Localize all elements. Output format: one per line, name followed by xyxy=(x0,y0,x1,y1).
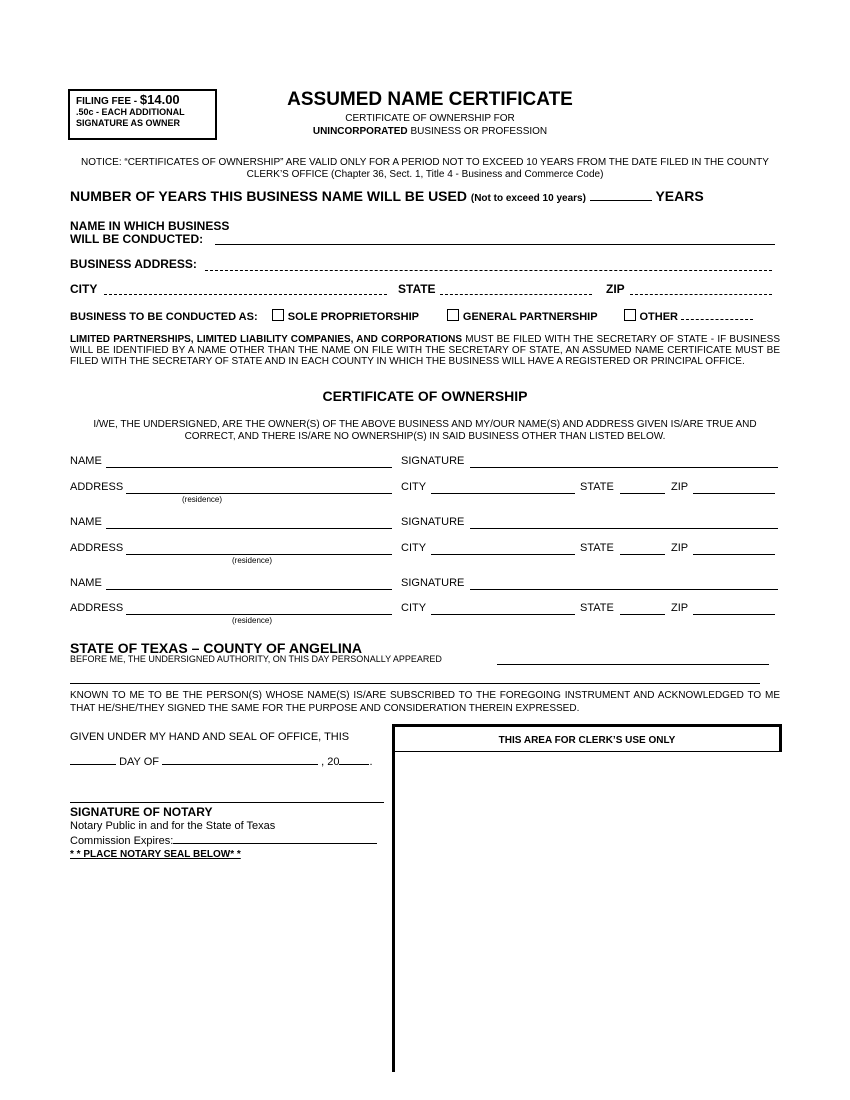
owner-2-state-label: STATE xyxy=(580,542,614,554)
years-row xyxy=(70,188,704,204)
owner-3-signature-label: SIGNATURE xyxy=(401,577,465,589)
notary-seal-note: * * PLACE NOTARY SEAL BELOW* * xyxy=(70,849,241,860)
owner-2-zip-input[interactable] xyxy=(693,554,775,555)
day-of-label: DAY OF xyxy=(119,756,159,768)
owner-3-address-input[interactable] xyxy=(126,614,392,615)
notary-signature-line[interactable] xyxy=(70,802,384,803)
business-name-label-1: NAME IN WHICH BUSINESS xyxy=(70,219,230,233)
owner-1-zip-label: ZIP xyxy=(671,481,689,493)
business-address-label: BUSINESS ADDRESS: xyxy=(70,257,197,271)
years-note: (Not to exceed 10 years) xyxy=(470,193,586,204)
texas-county-title: STATE OF TEXAS – COUNTY OF ANGELINA xyxy=(70,640,362,656)
owner-3-state-input[interactable] xyxy=(620,614,665,615)
owner-3-zip-input[interactable] xyxy=(693,614,775,615)
owner-2-address-label: ADDRESS xyxy=(70,542,124,554)
owner-1-state-label: STATE xyxy=(580,481,614,493)
notary-public-text: Notary Public in and for the State of Texas xyxy=(70,820,276,832)
month-input[interactable] xyxy=(162,754,318,765)
appeared-input[interactable] xyxy=(497,664,769,665)
given-text: GIVEN UNDER MY HAND AND SEAL OF OFFICE, THIS xyxy=(70,731,350,743)
zip-input[interactable] xyxy=(630,294,772,295)
general-partnership-checkbox[interactable] xyxy=(447,309,459,321)
general-partnership-label: GENERAL PARTNERSHIP xyxy=(462,311,598,323)
year-prefix: , 20 xyxy=(321,756,340,768)
business-type-row xyxy=(70,309,753,323)
zip-label: ZIP xyxy=(606,282,625,296)
owner-3-city-label: CITY xyxy=(401,602,427,614)
before-me-text: BEFORE ME, THE UNDERSIGNED AUTHORITY, ON THIS DAY PERSONALLY APPEARED xyxy=(70,654,442,664)
notice-text: NOTICE: “CERTIFICATES OF OWNERSHIP” ARE VALID ONLY FOR A PERIOD NOT TO EXCEED 10 YEARS FROM THE DATE FILED IN THE COUNTY CLERK’S OFFICE (Chapter 36, Sect. 1, Title 4 - Business and Commerce Code) xyxy=(81,157,769,180)
owner-2-signature-label: SIGNATURE xyxy=(401,516,465,528)
other-checkbox[interactable] xyxy=(624,309,636,321)
owner-3-name-label: NAME xyxy=(70,577,102,589)
owner-2-name-label: NAME xyxy=(70,516,102,528)
owner-2-signature-input[interactable] xyxy=(470,528,778,529)
certificate-title: CERTIFICATE OF OWNERSHIP xyxy=(322,388,528,404)
owner-2-state-input[interactable] xyxy=(620,554,665,555)
other-input[interactable] xyxy=(681,310,753,320)
owner-1-residence-note: (residence) xyxy=(182,495,223,504)
business-name-label-2: WILL BE CONDUCTED: xyxy=(70,232,204,246)
sole-proprietorship-label: SOLE PROPRIETORSHIP xyxy=(287,311,419,323)
owner-3-signature-input[interactable] xyxy=(470,589,778,590)
owner-1-signature-label: SIGNATURE xyxy=(401,455,465,467)
subtitle-1: CERTIFICATE OF OWNERSHIP FOR xyxy=(345,113,515,124)
entities-bold: LIMITED PARTNERSHIPS, LIMITED LIABILITY COMPANIES, AND CORPORATIONS xyxy=(70,334,463,345)
other-label: OTHER xyxy=(639,311,678,323)
owner-3-state-label: STATE xyxy=(580,602,614,614)
owner-1-state-input[interactable] xyxy=(620,493,665,494)
owner-2-city-label: CITY xyxy=(401,542,427,554)
owner-1-city-input[interactable] xyxy=(431,493,575,494)
years-input[interactable] xyxy=(590,189,652,201)
business-type-label: BUSINESS TO BE CONDUCTED AS: xyxy=(70,311,258,323)
clerk-use-box xyxy=(392,724,782,752)
years-label: NUMBER OF YEARS THIS BUSINESS NAME WILL BE USED xyxy=(70,188,467,204)
subtitle-rest: BUSINESS OR PROFESSION xyxy=(407,126,548,137)
state-label: STATE xyxy=(398,282,436,296)
fee-additional: .50c - EACH ADDITIONAL xyxy=(76,107,185,117)
owner-3-city-input[interactable] xyxy=(431,614,575,615)
business-address-input[interactable] xyxy=(205,270,772,271)
filing-fee-box xyxy=(68,89,217,140)
years-suffix: YEARS xyxy=(655,188,704,204)
owners-section xyxy=(0,455,850,635)
fee-signature-note: SIGNATURE AS OWNER xyxy=(76,118,181,128)
owner-3-name-input[interactable] xyxy=(106,589,392,590)
owner-2-residence-note: (residence) xyxy=(232,556,273,565)
known-paragraph: KNOWN TO ME TO BE THE PERSON(S) WHOSE NAME(S) IS/ARE SUBSCRIBED TO THE FOREGOING INSTRUMENT AND ACKNOWLEDGED TO ME THAT HE/SHE/THEY SIGNED THE SAME FOR THE PURPOSE AND CONSIDERATION THEREIN EXPRESSED. xyxy=(70,690,780,714)
state-input[interactable] xyxy=(440,294,592,295)
owner-1-address-label: ADDRESS xyxy=(70,481,124,493)
owner-3-address-label: ADDRESS xyxy=(70,602,124,614)
owner-2-zip-label: ZIP xyxy=(671,542,689,554)
owner-3-zip-label: ZIP xyxy=(671,602,689,614)
day-input[interactable] xyxy=(70,754,116,765)
fee-label: FILING FEE - xyxy=(76,96,140,107)
date-row: DAY OF , 20 . xyxy=(70,754,373,768)
owner-2-address-input[interactable] xyxy=(126,554,392,555)
city-input[interactable] xyxy=(104,294,387,295)
commission-expires-input[interactable] xyxy=(173,833,377,844)
entities-rest: MUST BE FILED WITH THE SECRETARY OF STATE - IF BUSINESS WILL BE IDENTIFIED BY A NAME OTHER THAN THE NAME ON FILE WITH THE SECRETARY OF STATE, AN ASSUMED NAME CERTIFICATE MUST BE FILED WITH THE SECRETARY OF STATE AND IN EACH COUNTY IN WHICH THE BUSINESS WILL HAVE A REGISTERED OR PRINCIPAL OFFICE. xyxy=(70,334,780,367)
owner-1-name-label: NAME xyxy=(70,455,102,467)
notary-title: SIGNATURE OF NOTARY xyxy=(70,805,213,819)
ownership-statement: I/WE, THE UNDERSIGNED, ARE THE OWNER(S) OF THE ABOVE BUSINESS AND MY/OUR NAME(S) AND ADDRESS GIVEN IS/ARE TRUE AND CORRECT, AND THERE IS/ARE NO OWNERSHIP(S) IN SAID BUSINESS OTHER THAN LISTED BELOW. xyxy=(93,419,757,442)
owner-2-city-input[interactable] xyxy=(431,554,575,555)
sole-proprietorship-checkbox[interactable] xyxy=(272,309,284,321)
fee-amount: $14.00 xyxy=(139,92,180,107)
owner-1-name-input[interactable] xyxy=(106,467,392,468)
commission-expires-label: Commission Expires: xyxy=(70,835,174,847)
entities-paragraph xyxy=(70,334,780,367)
subtitle-2 xyxy=(240,126,620,137)
year-input[interactable] xyxy=(339,754,369,765)
owner-1-city-label: CITY xyxy=(401,481,427,493)
appeared-input-line-2[interactable] xyxy=(70,683,760,684)
owner-2-name-input[interactable] xyxy=(106,528,392,529)
owner-1-signature-input[interactable] xyxy=(470,467,778,468)
subtitle-bold: UNINCORPORATED xyxy=(312,126,408,137)
clerk-area-divider xyxy=(392,724,395,1072)
owner-1-address-input[interactable] xyxy=(126,493,392,494)
business-name-input[interactable] xyxy=(215,244,775,245)
page-title: ASSUMED NAME CERTIFICATE xyxy=(287,89,573,110)
city-label: CITY xyxy=(70,282,98,296)
owner-3-residence-note: (residence) xyxy=(232,616,273,625)
clerk-use-label: THIS AREA FOR CLERK’S USE ONLY xyxy=(498,735,676,746)
notary-block xyxy=(70,805,377,862)
owner-1-zip-input[interactable] xyxy=(693,493,775,494)
